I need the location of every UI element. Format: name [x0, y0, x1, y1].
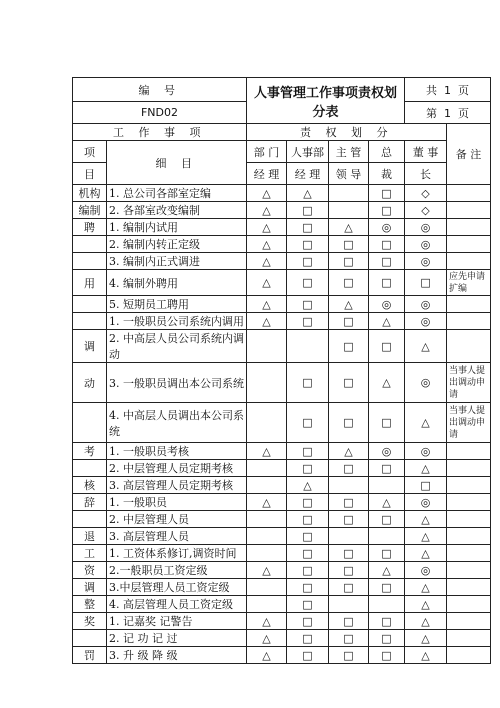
category-cell: 资 [73, 562, 107, 579]
table-row [73, 596, 491, 613]
dept-cell [247, 511, 287, 528]
category-cell: 机构 [73, 185, 107, 202]
category-cell [73, 511, 107, 528]
gm-cell: □ [369, 647, 405, 664]
lead-cell: □ [329, 363, 369, 403]
board-cell: △ [405, 330, 447, 363]
table-row [73, 363, 491, 403]
board-cell: □ [405, 270, 447, 296]
code-label: 编 号 [73, 78, 247, 102]
table-row [73, 494, 491, 511]
table-row [73, 296, 491, 313]
detail-cell: 1. 一般职员 [107, 494, 247, 511]
board-cell: ◎ [405, 296, 447, 313]
hr-cell: □ [287, 613, 329, 630]
hr-cell: □ [287, 443, 329, 460]
remark-cell [447, 443, 491, 460]
board-cell: □ [405, 477, 447, 494]
board-cell: △ [405, 528, 447, 545]
hr-header-top: 人事部 [287, 141, 329, 163]
board-cell: ◇ [405, 202, 447, 219]
table-row [73, 313, 491, 330]
board-cell: ◎ [405, 313, 447, 330]
detail-header: 细 目 [107, 141, 247, 185]
board-cell: ◎ [405, 494, 447, 511]
detail-cell: 3.中层管理人员工资定级 [107, 579, 247, 596]
remark-cell [447, 330, 491, 363]
category-cell [73, 236, 107, 253]
category-cell: 考 [73, 443, 107, 460]
board-cell: ◎ [405, 236, 447, 253]
code-value: FND02 [73, 102, 247, 124]
detail-cell: 3. 高层管理人员定期考核 [107, 477, 247, 494]
gm-cell: □ [369, 579, 405, 596]
lead-cell: □ [329, 236, 369, 253]
category-cell: 核 [73, 477, 107, 494]
lead-cell: □ [329, 630, 369, 647]
dept-cell [247, 528, 287, 545]
hr-cell: □ [287, 630, 329, 647]
hr-cell: □ [287, 403, 329, 443]
dept-cell [247, 403, 287, 443]
detail-cell: 2. 中高层人员公司系统内调动 [107, 330, 247, 363]
detail-cell: 1. 总公司各部室定编 [107, 185, 247, 202]
remark-cell [447, 236, 491, 253]
lead-cell: □ [329, 511, 369, 528]
detail-cell: 1. 编制内试用 [107, 219, 247, 236]
category-cell [73, 296, 107, 313]
remark-cell [447, 460, 491, 477]
remark-cell [447, 545, 491, 562]
gm-cell: □ [369, 185, 405, 202]
hr-cell: □ [287, 363, 329, 403]
board-header-bottom: 长 [405, 163, 447, 185]
hr-cell: □ [287, 253, 329, 270]
board-cell: △ [405, 630, 447, 647]
dept-header-top: 部 门 [247, 141, 287, 163]
category-cell: 罚 [73, 647, 107, 664]
current-page: 第 1 页 [405, 102, 491, 124]
dept-cell: △ [247, 562, 287, 579]
lead-cell [329, 185, 369, 202]
detail-cell: 2. 各部室改变编制 [107, 202, 247, 219]
hr-cell: □ [287, 270, 329, 296]
gm-cell: □ [369, 236, 405, 253]
hr-cell: □ [287, 596, 329, 613]
item-header-bottom: 目 [73, 163, 107, 185]
hr-cell: □ [287, 460, 329, 477]
hr-cell: □ [287, 202, 329, 219]
lead-cell [329, 477, 369, 494]
hr-cell: □ [287, 579, 329, 596]
hr-cell: □ [287, 562, 329, 579]
board-cell: ◎ [405, 253, 447, 270]
dept-cell: △ [247, 270, 287, 296]
board-cell: △ [405, 613, 447, 630]
dept-cell: △ [247, 630, 287, 647]
category-cell: 退 [73, 528, 107, 545]
gm-cell: □ [369, 630, 405, 647]
remark-cell [447, 562, 491, 579]
gm-cell: △ [369, 313, 405, 330]
detail-cell: 3. 一般职员调出本公司系统 [107, 363, 247, 403]
category-cell [73, 460, 107, 477]
table-row [73, 202, 491, 219]
remark-cell [447, 253, 491, 270]
table-row [73, 630, 491, 647]
lead-cell: □ [329, 313, 369, 330]
board-cell: △ [405, 545, 447, 562]
detail-cell: 1. 一般职员考核 [107, 443, 247, 460]
category-cell [73, 630, 107, 647]
gm-cell: □ [369, 202, 405, 219]
remark-cell [447, 511, 491, 528]
detail-cell: 5. 短期员工聘用 [107, 296, 247, 313]
detail-cell: 3. 编制内正式调进 [107, 253, 247, 270]
remark-cell [447, 219, 491, 236]
remark-cell: 当事人提出调动申请 [447, 403, 491, 443]
remark-cell [447, 630, 491, 647]
dept-cell: △ [247, 202, 287, 219]
gm-header-top: 总 [369, 141, 405, 163]
gm-cell: △ [369, 562, 405, 579]
hr-cell: △ [287, 185, 329, 202]
page-title: 人事管理工作事项责权划分表 [247, 78, 405, 124]
lead-header-bottom: 领 导 [329, 163, 369, 185]
table-row [73, 185, 491, 202]
remark-cell [447, 202, 491, 219]
remark-header: 备 注 [447, 124, 491, 185]
board-cell: △ [405, 511, 447, 528]
gm-cell: □ [369, 511, 405, 528]
work-items-header: 工 作 事 项 [73, 124, 247, 141]
table-row [73, 562, 491, 579]
remark-cell [447, 477, 491, 494]
lead-cell [329, 202, 369, 219]
dept-cell: △ [247, 296, 287, 313]
dept-cell [247, 363, 287, 403]
detail-cell: 4. 中高层人员调出本公司系统 [107, 403, 247, 443]
table-row [73, 579, 491, 596]
authority-header: 责 权 划 分 [247, 124, 447, 141]
table-row [73, 443, 491, 460]
hr-cell [287, 330, 329, 363]
board-cell: △ [405, 579, 447, 596]
dept-cell [247, 477, 287, 494]
table-row [73, 219, 491, 236]
board-cell: △ [405, 460, 447, 477]
detail-cell: 4. 编制外聘用 [107, 270, 247, 296]
gm-cell [369, 596, 405, 613]
gm-cell: □ [369, 403, 405, 443]
remark-cell: 当事人提出调动申请 [447, 363, 491, 403]
hr-cell: □ [287, 313, 329, 330]
gm-cell: □ [369, 270, 405, 296]
category-cell: 聘 [73, 219, 107, 236]
gm-header-bottom: 裁 [369, 163, 405, 185]
detail-cell: 2. 编制内转正定级 [107, 236, 247, 253]
dept-cell: △ [247, 313, 287, 330]
dept-cell [247, 596, 287, 613]
board-cell: △ [405, 647, 447, 664]
category-cell: 调 [73, 330, 107, 363]
category-cell: 动 [73, 363, 107, 403]
board-cell: △ [405, 403, 447, 443]
hr-cell: □ [287, 236, 329, 253]
table-row [73, 330, 491, 363]
category-cell [73, 253, 107, 270]
gm-cell: □ [369, 253, 405, 270]
table-row [73, 460, 491, 477]
gm-cell: □ [369, 330, 405, 363]
table-row [73, 236, 491, 253]
gm-cell: △ [369, 494, 405, 511]
table-row [73, 647, 491, 664]
detail-cell: 1. 工资体系修订,调资时间 [107, 545, 247, 562]
gm-cell: □ [369, 613, 405, 630]
lead-cell: □ [329, 270, 369, 296]
detail-cell: 1. 记嘉奖 记警告 [107, 613, 247, 630]
lead-cell: △ [329, 219, 369, 236]
remark-cell [447, 596, 491, 613]
lead-cell [329, 528, 369, 545]
detail-cell: 3. 高层管理人员 [107, 528, 247, 545]
board-cell: △ [405, 596, 447, 613]
table-row [73, 545, 491, 562]
gm-cell: □ [369, 460, 405, 477]
lead-cell: □ [329, 647, 369, 664]
table-row [73, 270, 491, 296]
table-row [73, 528, 491, 545]
dept-cell: △ [247, 236, 287, 253]
gm-cell: ◎ [369, 219, 405, 236]
lead-cell: □ [329, 562, 369, 579]
board-cell: ◇ [405, 185, 447, 202]
board-cell: ◎ [405, 363, 447, 403]
lead-cell: □ [329, 545, 369, 562]
category-cell [73, 403, 107, 443]
category-cell [73, 313, 107, 330]
dept-cell: △ [247, 219, 287, 236]
detail-cell: 1. 一般职员公司系统内调用 [107, 313, 247, 330]
total-pages: 共 1 页 [405, 78, 491, 102]
detail-cell: 3. 升 级 降 级 [107, 647, 247, 664]
detail-cell: 2. 中层管理人员定期考核 [107, 460, 247, 477]
dept-cell: △ [247, 185, 287, 202]
hr-header-bottom: 经 理 [287, 163, 329, 185]
lead-cell: □ [329, 613, 369, 630]
lead-cell: △ [329, 296, 369, 313]
category-cell: 工 [73, 545, 107, 562]
hr-cell: □ [287, 528, 329, 545]
table-row [73, 477, 491, 494]
category-cell: 奖 [73, 613, 107, 630]
lead-cell [329, 596, 369, 613]
gm-cell: ◎ [369, 296, 405, 313]
lead-cell: □ [329, 330, 369, 363]
dept-cell: △ [247, 647, 287, 664]
hr-cell: □ [287, 494, 329, 511]
remark-cell: 应先申请扩编 [447, 270, 491, 296]
dept-cell: △ [247, 613, 287, 630]
lead-cell: □ [329, 403, 369, 443]
remark-cell [447, 528, 491, 545]
table-row [73, 253, 491, 270]
category-cell: 编制 [73, 202, 107, 219]
lead-cell: □ [329, 494, 369, 511]
lead-cell: □ [329, 253, 369, 270]
detail-cell: 4. 高层管理人员工资定级 [107, 596, 247, 613]
dept-cell [247, 330, 287, 363]
board-cell: ◎ [405, 562, 447, 579]
gm-cell [369, 528, 405, 545]
authority-table [72, 77, 491, 664]
lead-header-top: 主 管 [329, 141, 369, 163]
category-cell: 整 [73, 596, 107, 613]
dept-cell: △ [247, 494, 287, 511]
dept-cell: △ [247, 253, 287, 270]
remark-cell [447, 647, 491, 664]
gm-cell: △ [369, 363, 405, 403]
remark-cell [447, 613, 491, 630]
detail-cell: 2. 记 功 记 过 [107, 630, 247, 647]
board-cell: ◎ [405, 443, 447, 460]
hr-cell: □ [287, 647, 329, 664]
detail-cell: 2. 中层管理人员 [107, 511, 247, 528]
hr-cell: △ [287, 477, 329, 494]
board-header-top: 董 事 [405, 141, 447, 163]
category-cell: 辞 [73, 494, 107, 511]
dept-cell: △ [247, 443, 287, 460]
detail-cell: 2.一般职员工资定级 [107, 562, 247, 579]
dept-cell [247, 545, 287, 562]
remark-cell [447, 296, 491, 313]
category-cell: 用 [73, 270, 107, 296]
table-row [73, 511, 491, 528]
hr-cell: □ [287, 545, 329, 562]
dept-cell [247, 579, 287, 596]
dept-header-bottom: 经 理 [247, 163, 287, 185]
remark-cell [447, 313, 491, 330]
item-header-top: 项 [73, 141, 107, 163]
remark-cell [447, 494, 491, 511]
category-cell: 调 [73, 579, 107, 596]
lead-cell: □ [329, 460, 369, 477]
gm-cell [369, 477, 405, 494]
remark-cell [447, 185, 491, 202]
lead-cell: △ [329, 443, 369, 460]
remark-cell [447, 579, 491, 596]
table-row [73, 403, 491, 443]
hr-cell: □ [287, 511, 329, 528]
gm-cell: □ [369, 545, 405, 562]
dept-cell [247, 460, 287, 477]
hr-cell: □ [287, 219, 329, 236]
gm-cell: ◎ [369, 443, 405, 460]
board-cell: ◎ [405, 219, 447, 236]
lead-cell: □ [329, 579, 369, 596]
table-row [73, 613, 491, 630]
hr-cell: □ [287, 296, 329, 313]
